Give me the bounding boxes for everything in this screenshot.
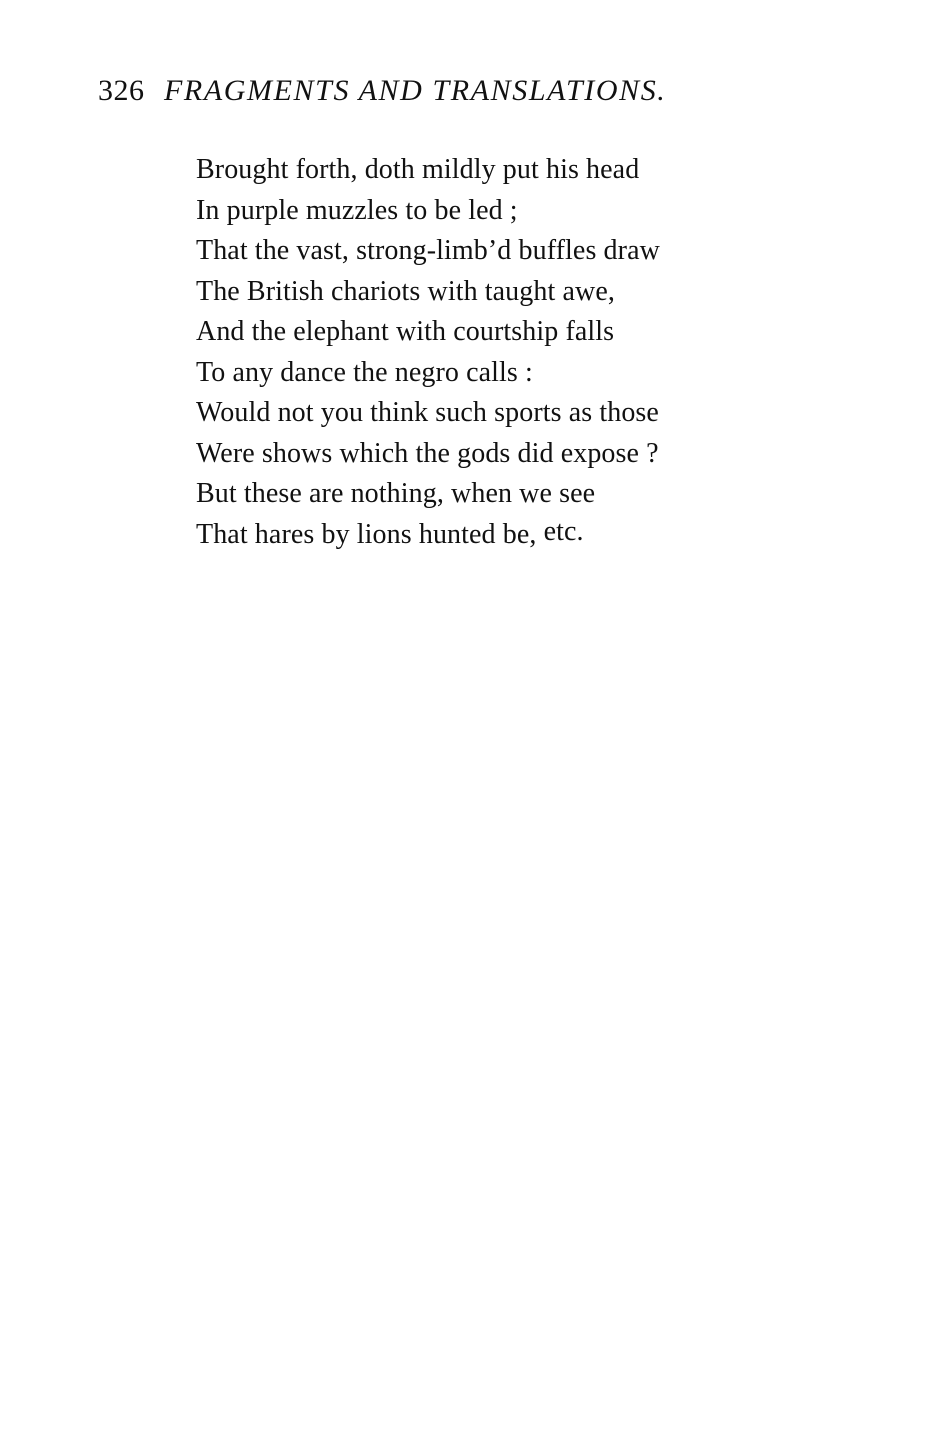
verse-line: Were shows which the gods did expose ? [196,437,659,469]
verse-line-text: That hares by lions hunted be, [196,518,537,550]
verse-line: That the vast, strong-limb’d buffles draw [196,235,660,266]
page-number: 326 [98,74,145,107]
verse-line: In purple muzzles to be led ; [196,194,518,226]
verse-line-last [196,515,660,556]
verse-line: To any dance the negro calls : [196,356,533,388]
verse-line: Would not you think such sports as those [196,397,659,428]
poem-verse [196,150,660,555]
verse-line: The British chariots with taught awe, [196,275,615,307]
running-head [98,72,666,110]
running-title: FRAGMENTS AND TRANSLATIONS. [164,74,667,107]
verse-line: Brought forth, doth mildly put his head [196,154,640,185]
etc-mark: etc. [543,515,584,547]
verse-line: And the elephant with courtship falls [196,316,615,347]
verse-line: But these are nothing, when we see [196,478,596,509]
